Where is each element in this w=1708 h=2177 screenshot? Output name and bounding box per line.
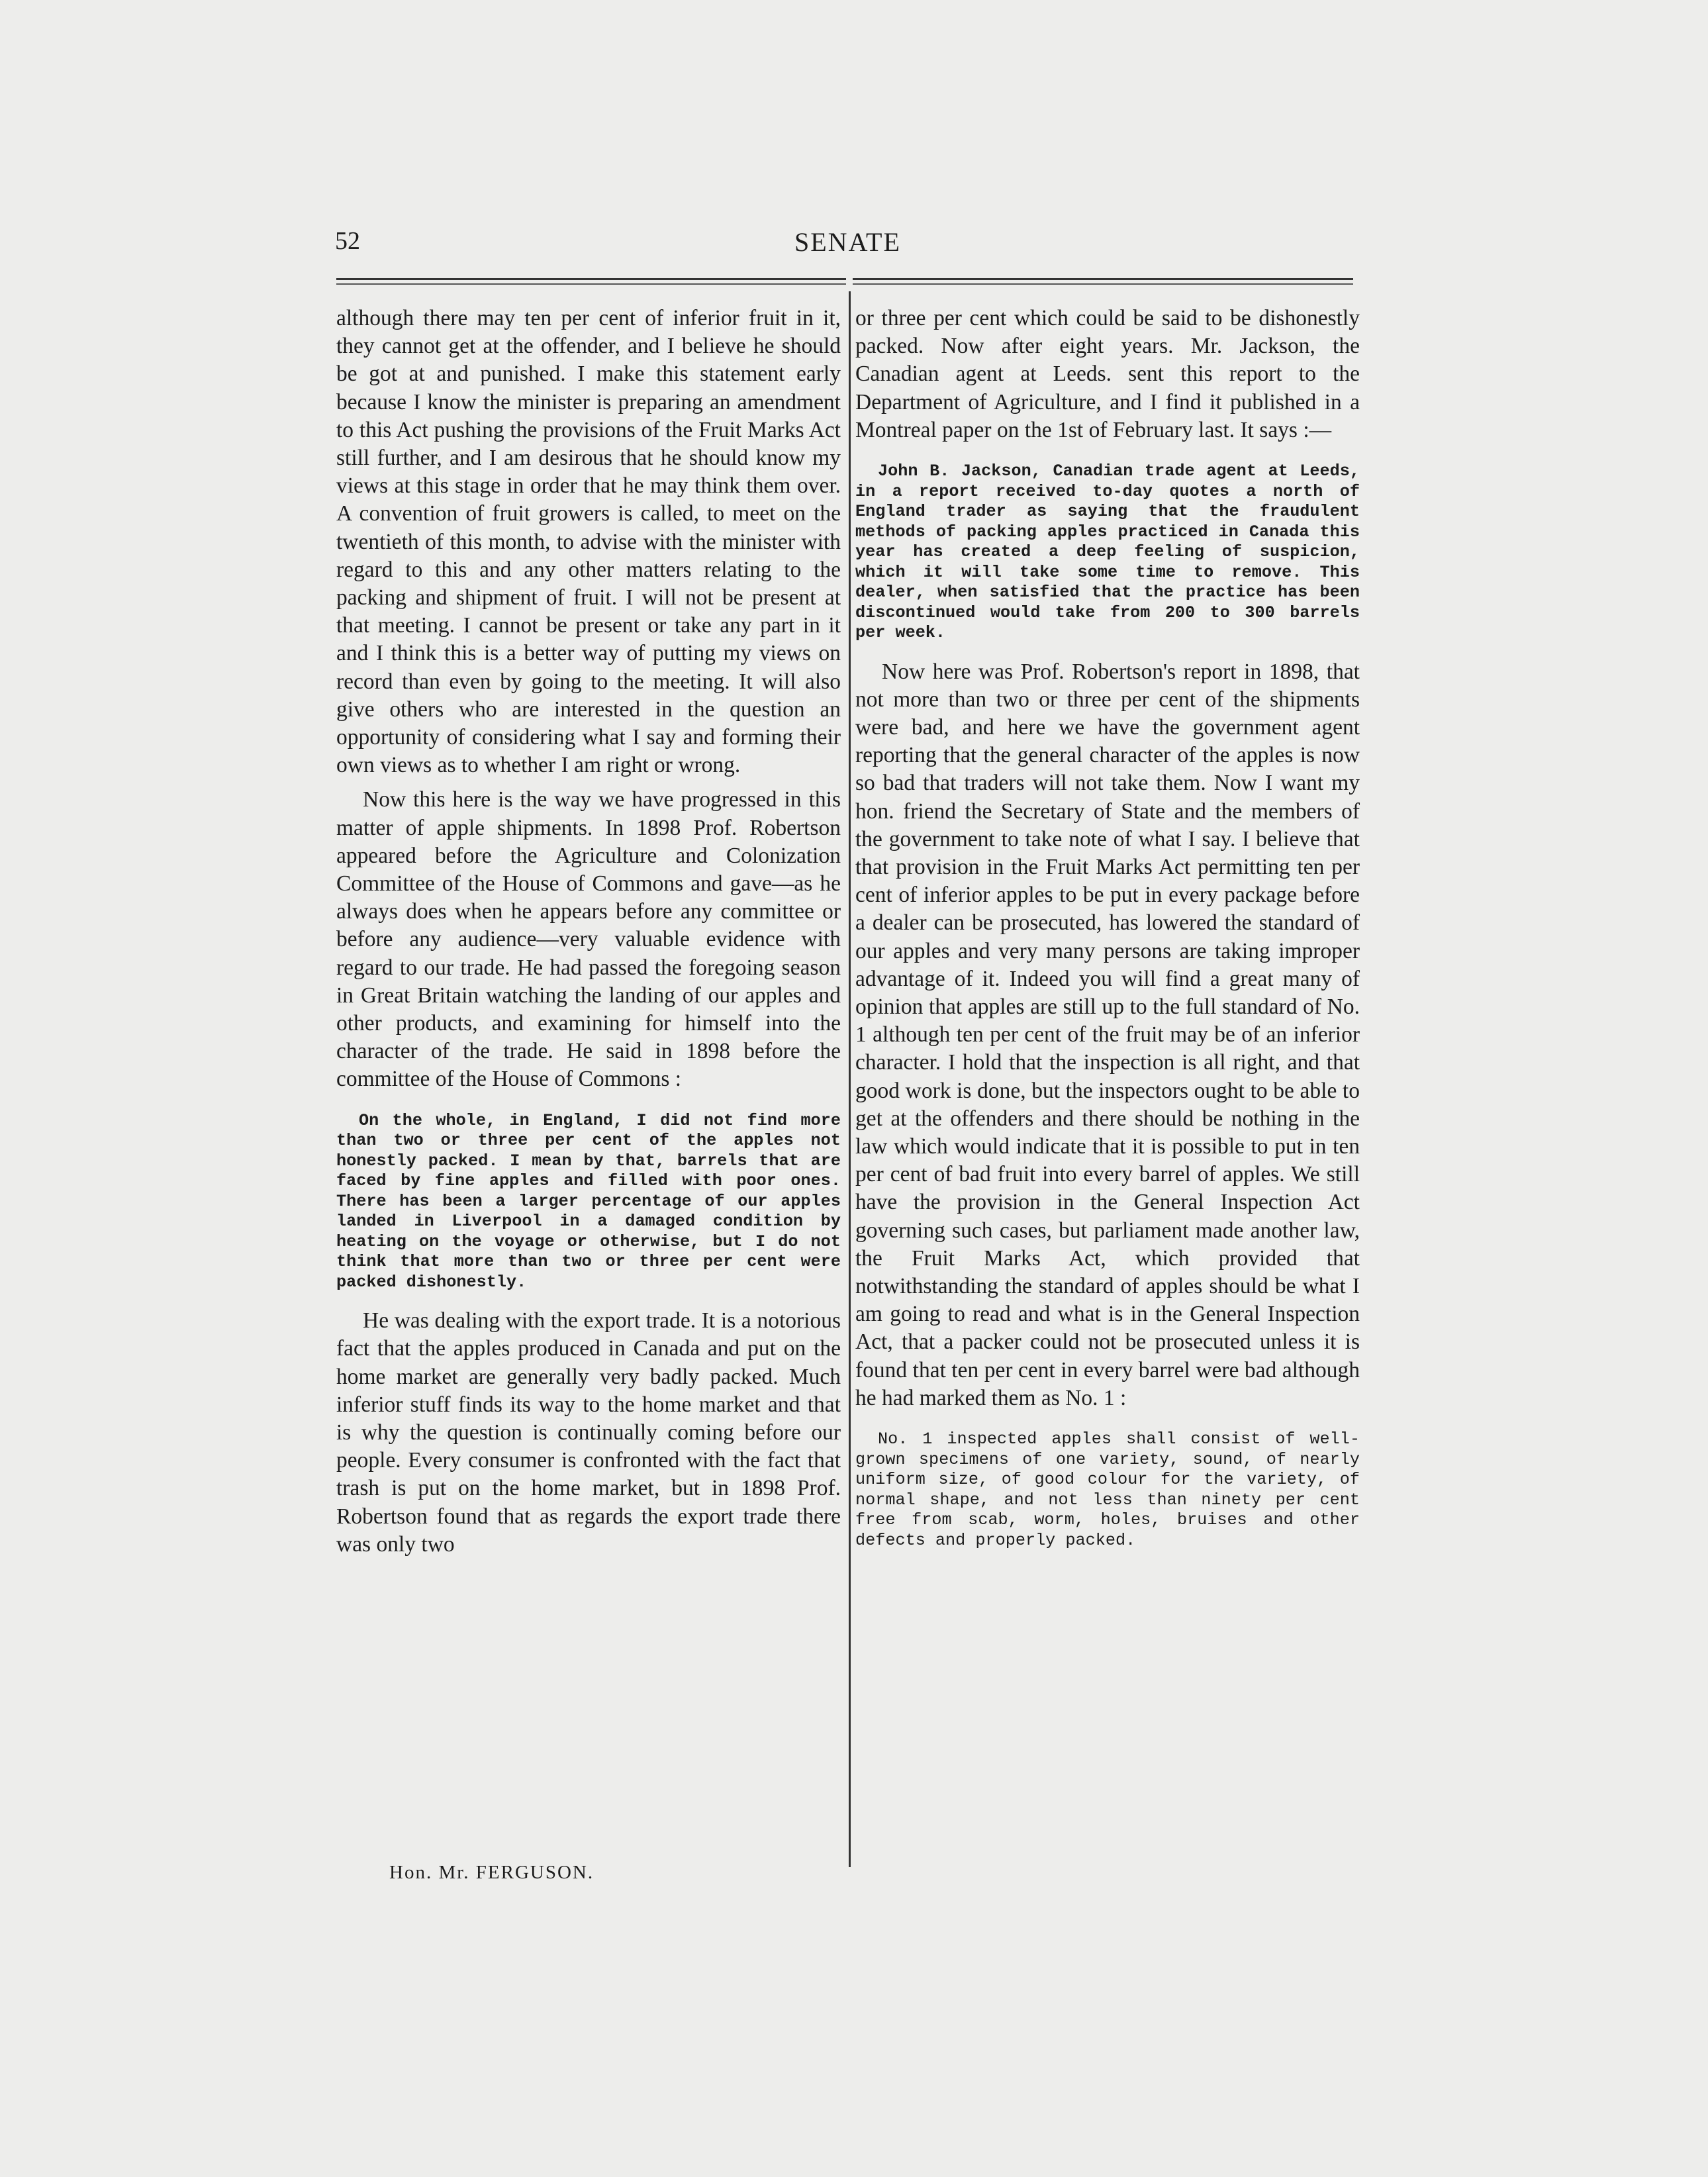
paragraph: Now here was Prof. Robertson's report in 1898, that not more than two or three per cent of the shipments were bad, and here we have the government agent reporting that the general character of the apples is now so bad that traders will not take them. Now I want my hon. friend the Secretary of State and the members of the government to take note of what I say. I believe that that provision in the Fruit Marks Act permitting ten per cent of inferior apples to be put in every package before a dealer can be prosecuted, has lowered the standard of our apples and very many persons are taking improper advantage of it. Indeed you will find a great many of opinion that apples are still up to the full standard of No. 1 although ten per cent of the fruit may be of an inferior character. I hold that the inspection is all right, and that good work is done, but the inspectors ought to be able to get at the offenders and there should be nothing in the law which would indicate that it is possible to put in ten per cent of bad fruit into every barrel of apples. We still have the provision in the General Inspection Act governing such cases, but parliament made another law, the Fruit Marks Act, which provided that notwithstanding the standard of apples should be what I am going to read and what is in the General Inspection Act, that a packer could not be prosecuted unless it is found that ten per cent in every barrel were bad although he had marked them as No. 1 : xyxy=(855,659,1360,1410)
paragraph: Now this here is the way we have progressed in this matter of apple shipments. In 1898 Prof. Robertson appeared before the Agriculture and Colonization Committee of the House of Commons and gave—as he always does when he appears before any committee or before any audience—very valuable evidence with regard to our trade. He had passed the foregoing season in Great Britain watching the landing of our apples and other products, and examining for himself into the character of the trade. He said in 1898 before the committee of the House of Commons : xyxy=(336,787,841,1092)
right-column xyxy=(855,305,1360,1565)
page-number: 52 xyxy=(335,227,360,255)
column-divider xyxy=(849,291,851,1867)
speaker-footer: Hon. Mr. FERGUSON. xyxy=(389,1862,594,1883)
paragraph: He was dealing with the export trade. It is a notorious fact that the apples produced in Canada and put on the home market are generally very badly packed. Much inferior stuff finds its way to the home market and that is why the question is continually coming before our people. Every consumer is confronted with the fact that trash is put on the home market, but in 1898 Prof. Robertson found that as regards the export trade there was only two xyxy=(336,1308,841,1557)
block-quote: John B. Jackson, Canadian trade agent at Leeds, in a report received to-day quotes a north of England trader as saying that the fraudulent methods of packing apples practiced in Canada this year has created a deep feeling of suspicion, which it will take some time to remove. This dealer, when satisfied that the practice has been discontinued would take from 200 to 300 barrels per week. xyxy=(855,461,1360,643)
block-quote: On the whole, in England, I did not find more than two or three per cent of the apples not honestly packed. I mean by that, barrels that are faced by fine apples and filled with poor ones. There has been a larger percentage of our apples landed in Liverpool in a damaged condition by heating on the voyage or otherwise, but I do not think that more than two or three per cent were packed dishonestly. xyxy=(336,1110,841,1292)
header-rule-left-lower xyxy=(336,283,846,285)
paragraph: or three per cent which could be said to be dishonestly packed. Now after eight years. Mr. Jackson, the Canadian agent at Leeds. sent this report to the Department of Agriculture, and I find it published in a Montreal paper on the 1st of February last. It says :— xyxy=(855,306,1360,442)
header-rule-left xyxy=(336,278,846,280)
header-rule-right xyxy=(853,278,1353,280)
block-quote: No. 1 inspected apples shall consist of well-grown specimens of one variety, sound, of nearly uniform size, of good colour for the variety, of normal shape, and not less than ninety per cent free from scab, worm, holes, bruises and other defects and properly packed. xyxy=(855,1429,1360,1550)
header-rule-right-lower xyxy=(853,283,1353,285)
page-title: SENATE xyxy=(794,227,901,257)
paragraph: although there may ten per cent of inferior fruit in it, they cannot get at the offender, and I believe he should be got at and punished. I make this statement early because I know the minister is preparing an amendment to this Act pushing the provisions of the Fruit Marks Act still further, and I am desirous that he should know my views at this stage in order that he may think them over. A convention of fruit growers is called, to meet on the twentieth of this month, to advise with the minister with regard to this and any other matters relating to the packing and shipment of fruit. I will not be present at that meeting. I cannot be present or take any part in it and I think this is a better way of putting my views on record than even by going to the meeting. It will also give others who are interested in the question an opportunity of considering what I say and forming their own views as to whether I am right or wrong. xyxy=(336,306,841,778)
left-column xyxy=(336,305,841,1559)
